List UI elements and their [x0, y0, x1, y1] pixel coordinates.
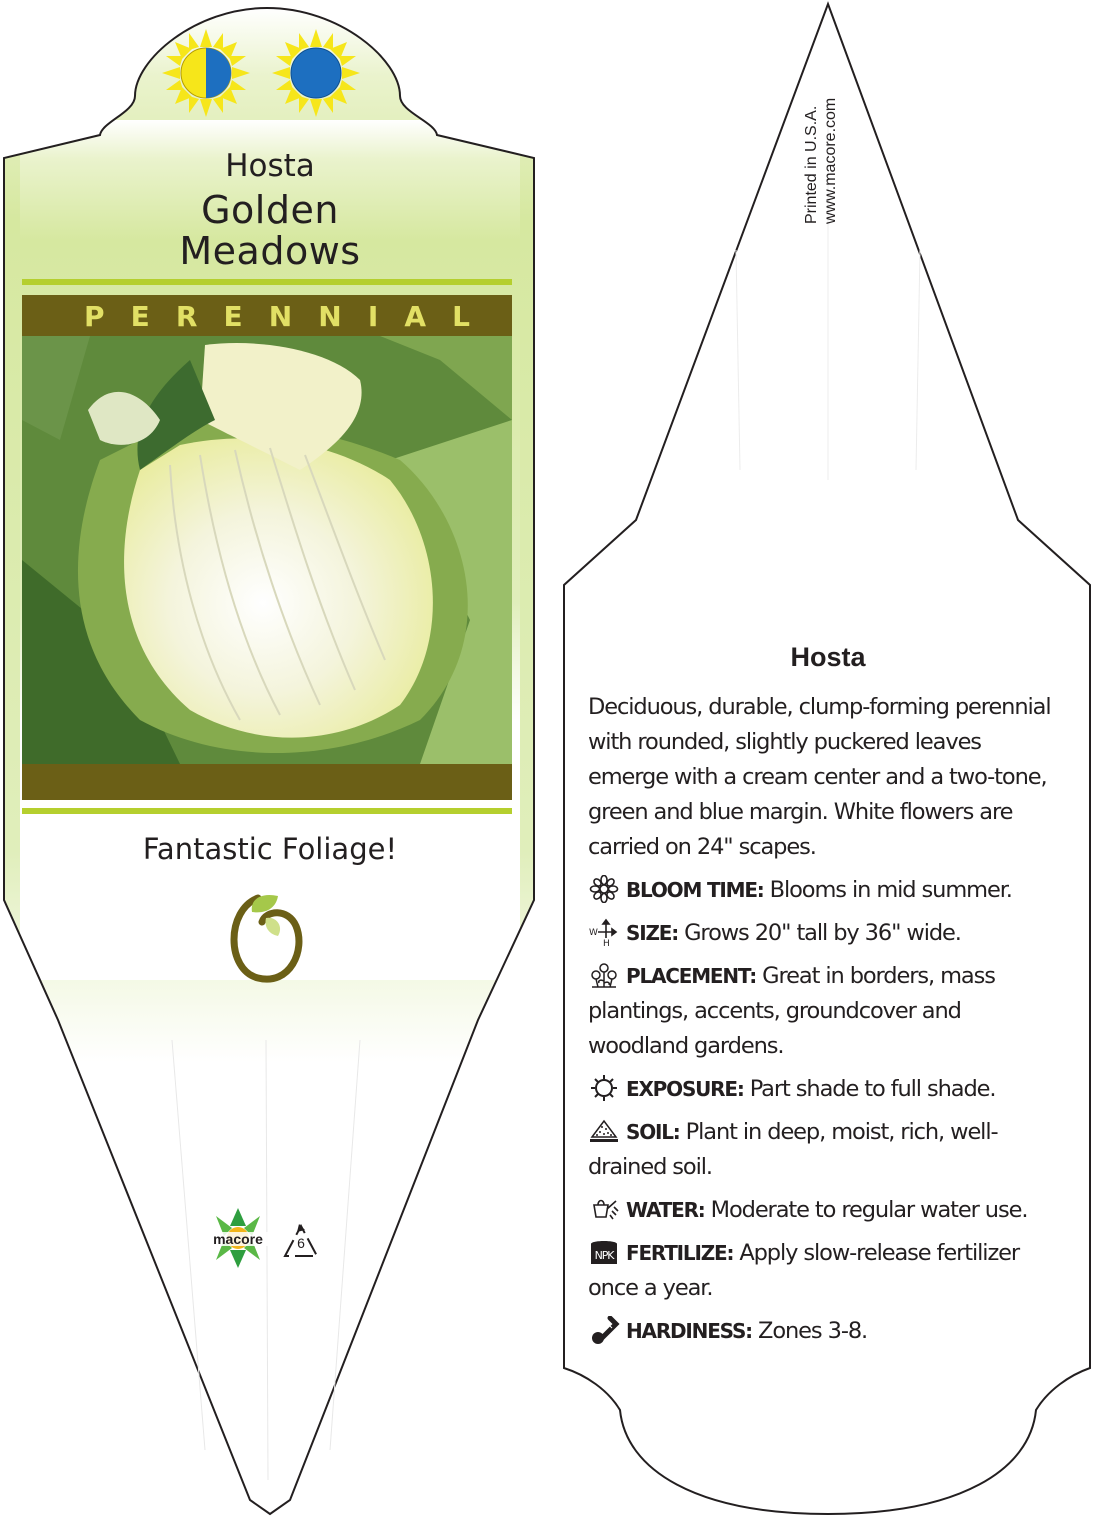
soil-icon: [588, 1117, 620, 1145]
cultivar-line-2: Meadows: [179, 229, 361, 273]
thermometer-icon: [588, 1316, 620, 1344]
sun-outline-icon: [588, 1074, 620, 1102]
spec-text: Grows 20" tall by 36" wide.: [684, 920, 961, 946]
tagline: Fantastic Foliage!: [142, 832, 398, 866]
category-letter: A: [404, 299, 426, 333]
recycle-number: 6: [297, 1235, 305, 1251]
category-letter: R: [175, 299, 198, 333]
spec-size: [588, 916, 1063, 951]
spec-label: PLACEMENT:: [626, 964, 757, 988]
category-letter: L: [452, 299, 470, 333]
spec-text: Part shade to full shade.: [749, 1076, 996, 1102]
spec-text: Apply slow-release fertilizer once a year.: [588, 1240, 1020, 1301]
spec-label: SIZE:: [626, 921, 679, 945]
spec-hardiness: [588, 1314, 1063, 1349]
description: Deciduous, durable, clump-forming perennial with rounded, slightly puckered leaves emerge with a cream center and a two-tone, green and blue margin. White flowers are carried on 24" scapes.: [588, 694, 1051, 860]
spec-label: FERTILIZE:: [626, 1241, 734, 1265]
size-width-letter: W: [589, 928, 597, 938]
care-info: [588, 690, 1063, 1349]
spec-label: SOIL:: [626, 1120, 680, 1144]
spec-soil: [588, 1115, 1063, 1185]
spec-exposure: [588, 1072, 1063, 1107]
website: www.macore.com: [822, 97, 839, 224]
spec-text: Zones 3-8.: [758, 1318, 868, 1344]
spec-fertilize: [588, 1236, 1063, 1306]
npk-icon: [588, 1238, 620, 1266]
spec-label: EXPOSURE:: [626, 1077, 744, 1101]
back-title: Hosta: [790, 642, 866, 672]
printed-info: [802, 0, 846, 224]
printed-in: Printed in U.S.A.: [803, 105, 820, 224]
plants-icon: [588, 961, 620, 989]
spec-water: [588, 1193, 1063, 1228]
plant-genus: Hosta: [225, 148, 315, 184]
spec-label: BLOOM TIME:: [626, 878, 764, 902]
watering-can-icon: [588, 1195, 620, 1223]
cultivar-line-1: Golden: [201, 188, 339, 232]
spec-bloom-time: [588, 873, 1063, 908]
category-letter: N: [318, 299, 342, 333]
size-height-letter: H: [603, 939, 609, 946]
category-letter: P: [84, 299, 105, 333]
category-letter: E: [223, 299, 243, 333]
category-letter: I: [367, 299, 379, 333]
size-arrows-icon: [588, 918, 620, 946]
flower-icon: [588, 875, 620, 903]
category-letter: N: [268, 299, 293, 333]
spec-text: Plant in deep, moist, rich, well-drained soil.: [588, 1119, 998, 1180]
spec-label: HARDINESS:: [626, 1319, 752, 1343]
npk-label: NPK: [594, 1249, 614, 1262]
spec-label: WATER:: [626, 1198, 705, 1222]
category-letter: E: [130, 299, 150, 333]
spec-placement: [588, 959, 1063, 1064]
spec-text: Great in borders, mass plantings, accents, groundcover and woodland gardens.: [588, 963, 995, 1059]
spec-text: Blooms in mid summer.: [769, 877, 1012, 903]
macore-logo-text: macore: [213, 1231, 263, 1247]
spec-text: Moderate to regular water use.: [710, 1197, 1028, 1223]
